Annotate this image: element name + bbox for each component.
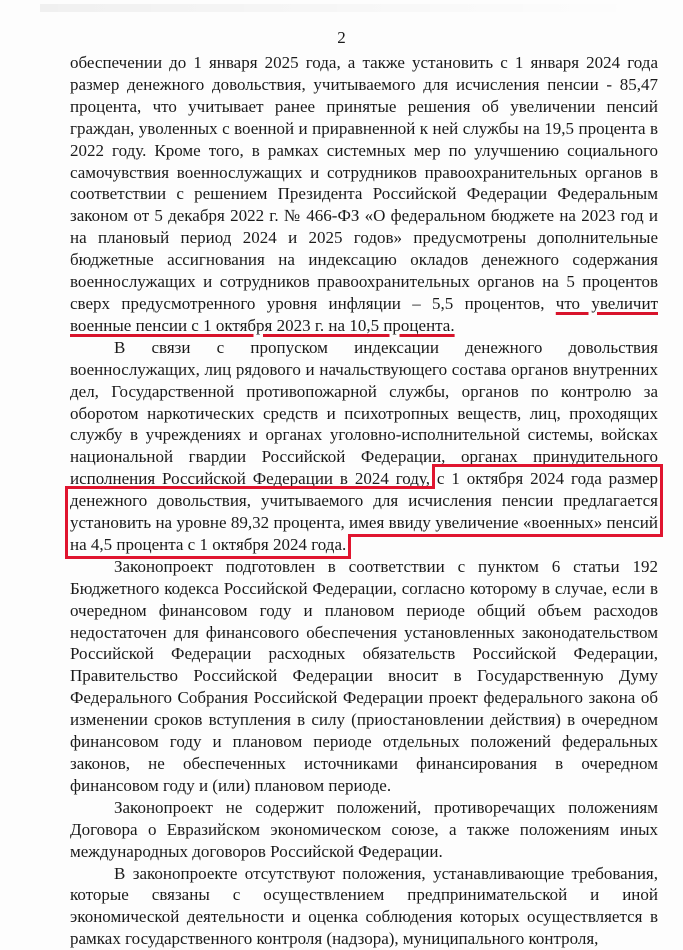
boxed-highlight: с 1 октября 2024 года размер денежного довольствия, учитываемого для исчисления пенсии предлагается установить на уровне 89,32 процента, имея ввиду увеличение «военных» пенсий на 4,5 процента с 1 октября 2024 года. xyxy=(70,469,658,554)
underlined-highlight: что увеличит военные пенсии с 1 октября 2023 г. на 10,5 процента. xyxy=(70,293,658,335)
paragraph-indexation xyxy=(70,337,658,556)
paragraph-requirements: В законопроекте отсутствуют положения, устанавливающие требования, которые связаны с осуществлением предпринимательской и иной экономической деятельности и оценка соблюдения которых осуществляется в рамках государственного контроля (надзора), муниципального контроля, xyxy=(70,863,658,949)
paragraph-budget-code: Законопроект подготовлен в соответствии с пунктом 6 статьи 192 Бюджетного кодекса Российской Федерации, согласно которому в случае, если в очередном финансовом году и плановом периоде общий объем расходов недостаточен для финансового обеспечения установленных законодательством Российской Федерации расходных обязательств Российской Федерации, Правительство Российской Федерации вносит в Государственную Думу Федерального Собрания Российской Федерации проект федерального закона об изменении сроков вступления в силу (приостановлении действия) в очередном финансовом году и плановом периоде отдельных положений федеральных законов, не обеспеченных источниками финансирования в очередном финансовом году и (или) плановом периоде. xyxy=(70,556,658,795)
paragraph-pension-increase xyxy=(70,52,658,337)
page-number: 2 xyxy=(337,28,346,47)
paragraph-text: обеспечении до 1 января 2025 года, а также установить с 1 января 2024 года размер денежного довольствия, учитываемого для исчисления пенсии - 85,47 процента, что учитывает ранее принятые решения об увеличении пенсий граждан, уволенных с военной и приравненной к ней службы на 19,5 процента в 2022 году. Кроме того, в рамках системных мер по улучшению социального самочувствия военнослужащих и сотрудников правоохранительных органов в соответствии с решением Президента Российской Федерации Федеральным законом от 5 декабря 2022 г. № 466-ФЗ «О федеральном бюджете на 2023 год и на плановый период 2024 и 2025 годов» предусмотрены дополнительные бюджетные ассигнования на индексацию окладов денежного содержания военнослужащих и сотрудников правоохранительных органов на 5 процентов сверх предусмотренного уровня инфляции – 5,5 процентов, xyxy=(70,53,658,313)
paragraph-text: В связи с пропуском индексации денежного довольствия военнослужащих, лиц рядового и начальствующего состава органов внутренних дел, Государственной противопожарной службы, органов по контролю за оборотом наркотических средств и психотропных веществ, лиц, проходящих службу в учреждениях и органах уголовно-исполнительной системы, войсках национальной гвардии Российской Федерации, органах принудительного исполнения Российской Федерации в 2024 году, xyxy=(70,337,658,489)
scan-artifact xyxy=(40,4,640,12)
document-body xyxy=(70,52,658,950)
paragraph-eaeu: Законопроект не содержит положений, противоречащих положениям Договора о Евразийском экономическом союзе, а также положениям иных международных договоров Российской Федерации. xyxy=(70,797,658,861)
